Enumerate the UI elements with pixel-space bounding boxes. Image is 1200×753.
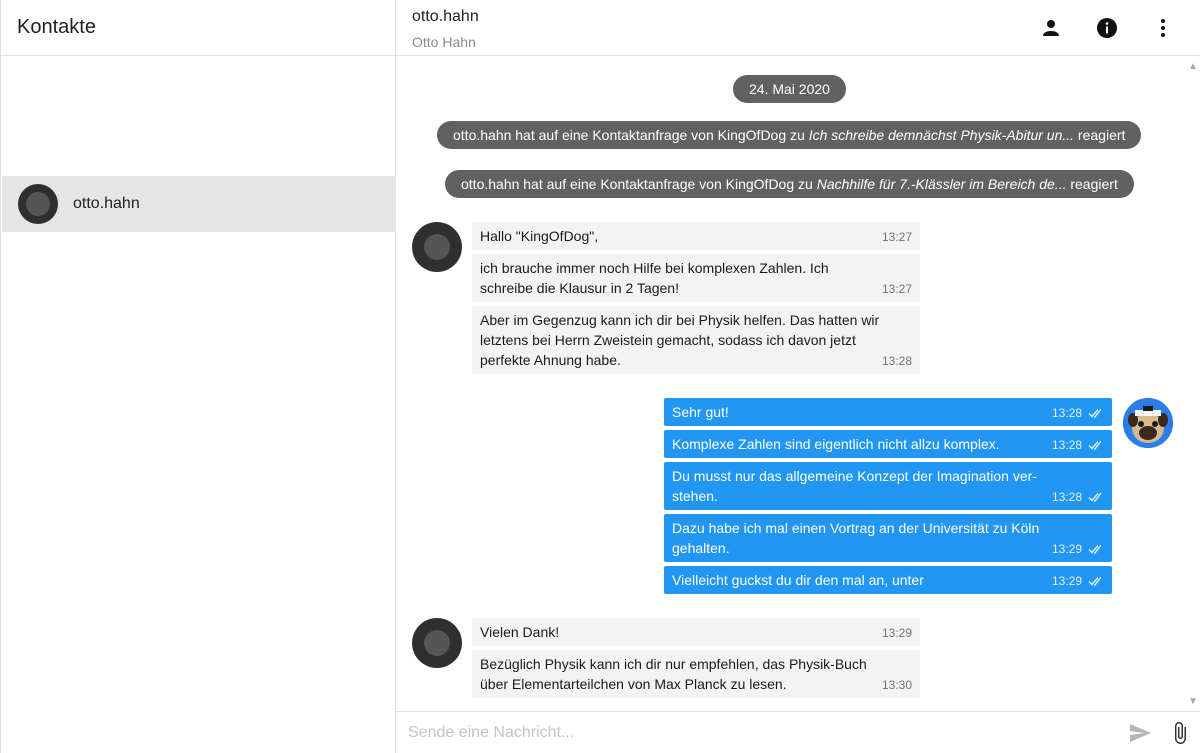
message-list[interactable] (396, 56, 1200, 711)
message-time: 13:28 (881, 354, 912, 368)
system-message-topic: Nachhilfe für 7.-Klässler im Bereich de... (816, 176, 1067, 192)
pug-avatar-icon (1123, 398, 1173, 448)
message-bubble-own (664, 514, 1112, 562)
contact-item-otto-hahn[interactable] (2, 176, 396, 232)
contacts-header (1, 0, 395, 56)
message-bubble-own (664, 398, 1112, 426)
system-message-prefix: otto.hahn hat auf eine Kontaktanfrage von KingOfDog zu (453, 127, 809, 143)
chat-fullname: Otto Hahn (412, 34, 476, 50)
message-text: ich brauche immer noch Hilfe bei komplexen Zahlen. Ich schreibe die Klausur in 2 Tagen! (480, 260, 829, 296)
message-text: Bezüglich Physik kann ich dir nur empfehlen, das Physik-Buch über Elementarteilchen von Max Planck zu lesen. (480, 656, 867, 692)
scroll-up-icon[interactable]: ▲ (1188, 61, 1198, 72)
message-bubble-own (664, 430, 1112, 458)
paperclip-icon (1168, 721, 1192, 745)
message-bubble (472, 254, 920, 302)
message-time: 13:29 (1051, 574, 1082, 588)
message-bubble (472, 650, 920, 698)
system-message-topic: Ich schreibe demnächst Physik-Abitur un... (808, 127, 1075, 143)
message-time: 13:28 (1051, 438, 1082, 452)
message-time: 13:29 (881, 626, 912, 640)
message-text: Vielleicht guckst du dir den mal an, unter (672, 572, 924, 588)
contacts-title: Kontakte (17, 16, 96, 38)
message-time: 13:28 (1051, 490, 1082, 504)
double-check-icon (1088, 543, 1104, 555)
double-check-icon (1088, 491, 1104, 503)
message-text: Vielen Dank! (480, 624, 560, 640)
chat-header (396, 0, 1200, 56)
message-time: 13:29 (1051, 542, 1082, 556)
sender-avatar (412, 618, 462, 668)
more-vert-icon[interactable] (1151, 16, 1175, 40)
info-icon[interactable] (1095, 16, 1119, 40)
message-time: 13:30 (881, 678, 912, 692)
message-bubble (472, 222, 920, 250)
double-check-icon (1088, 439, 1104, 451)
attach-button[interactable] (1168, 721, 1192, 745)
double-check-icon (1088, 575, 1104, 587)
system-message-prefix: otto.hahn hat auf eine Kontaktanfrage von KingOfDog zu (461, 176, 817, 192)
message-bubble-own (664, 462, 1112, 510)
message-text: Komplexe Zahlen sind eigentlich nicht allzu komplex. (672, 436, 1000, 452)
own-avatar (1123, 398, 1173, 448)
scroll-down-icon[interactable]: ▼ (1188, 696, 1198, 707)
system-message-suffix: reagiert (1066, 176, 1118, 192)
message-input[interactable] (408, 720, 1108, 746)
message-bubble (472, 306, 920, 374)
message-text: Dazu habe ich mal einen Vortrag an der Universität zu Köln gehalten. (672, 520, 1040, 556)
send-icon (1128, 721, 1152, 745)
message-time: 13:28 (1051, 406, 1082, 420)
date-badge: 24. Mai 2020 (733, 75, 846, 103)
sender-avatar (412, 222, 462, 272)
chat-panel (396, 0, 1200, 753)
message-time: 13:27 (881, 230, 912, 244)
avatar (18, 184, 58, 224)
message-text: Hallo "KingOfDog", (480, 228, 599, 244)
message-bubble (472, 618, 920, 646)
system-message (445, 170, 1134, 198)
person-icon[interactable] (1039, 16, 1063, 40)
message-input-bar (396, 711, 1200, 753)
contacts-panel (0, 0, 396, 753)
system-message-suffix: reagiert (1074, 127, 1126, 143)
double-check-icon (1088, 407, 1104, 419)
send-button[interactable] (1128, 721, 1152, 745)
message-time: 13:27 (881, 282, 912, 296)
message-text: Du musst nur das allgemeine Konzept der Imagination ver-stehen. (672, 468, 1037, 504)
system-message (437, 121, 1141, 149)
contact-name: otto.hahn (73, 195, 140, 212)
message-text: Aber im Gegenzug kann ich dir bei Physik helfen. Das hatten wir letztens bei Herrn Zweistein gemacht, sodass ich davon jetzt perfekte Ahnung habe. (480, 312, 880, 368)
chat-username: otto.hahn (412, 8, 479, 25)
message-text: Sehr gut! (672, 404, 729, 420)
message-bubble-own (664, 566, 1112, 594)
